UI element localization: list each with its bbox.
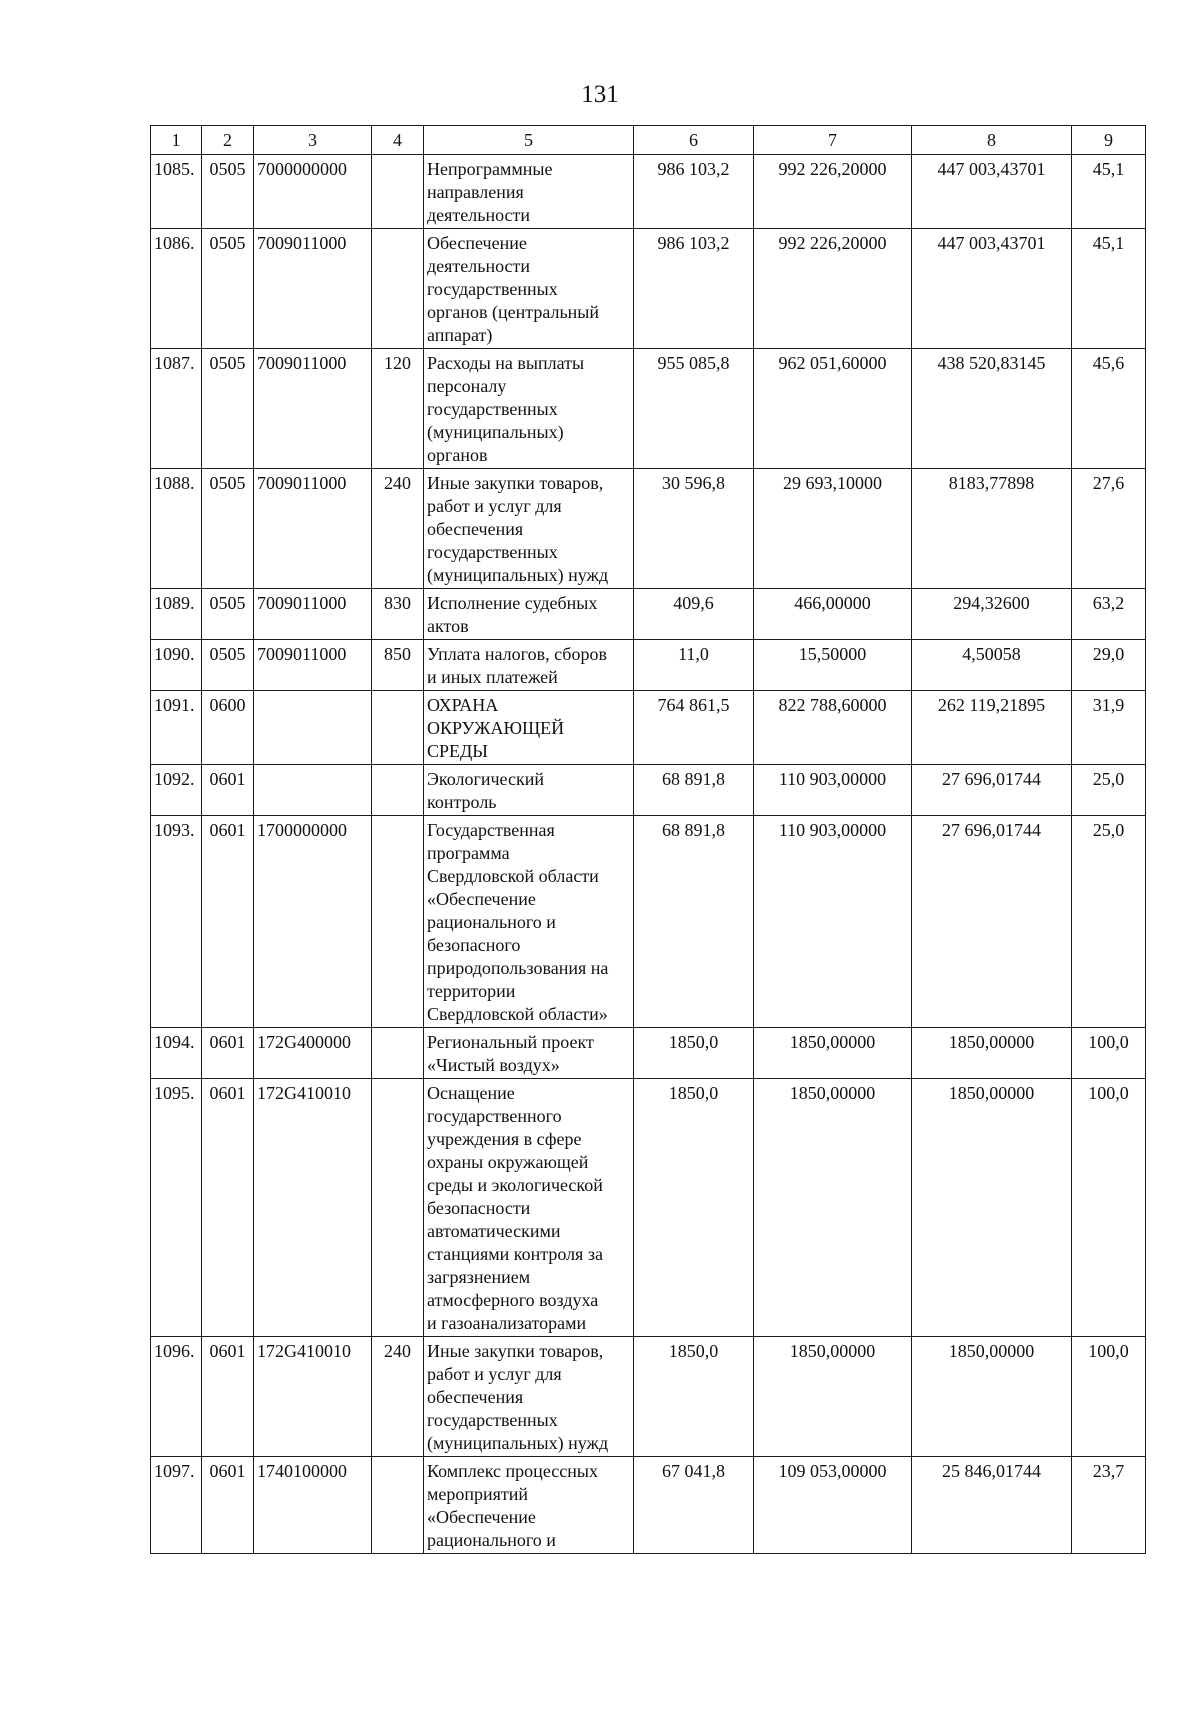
- table-row: [151, 349, 1146, 469]
- target-article-cell: 1700000000: [254, 816, 372, 1028]
- expense-type-cell: 850: [372, 640, 424, 691]
- row-number-cell: 1086.: [151, 229, 202, 349]
- target-article-cell: 7009011000: [254, 349, 372, 469]
- table-header: [151, 126, 1146, 155]
- value-col8-cell: 262 119,21895: [912, 691, 1072, 765]
- value-col6-cell: 986 103,2: [634, 155, 754, 229]
- header-row: [151, 126, 1146, 155]
- value-col7-cell: 962 051,60000: [754, 349, 912, 469]
- description-cell: Оснащение государственного учреждения в сфере охраны окружающей среды и экологической безопасности автоматическими станциями контроля за загрязнением атмосферного воздуха и газоанализаторами: [424, 1079, 634, 1337]
- expense-type-cell: [372, 155, 424, 229]
- section-code-cell: 0505: [202, 469, 254, 589]
- value-col7-cell: 822 788,60000: [754, 691, 912, 765]
- target-article-cell: 1740100000: [254, 1457, 372, 1554]
- section-code-cell: 0601: [202, 816, 254, 1028]
- table-row: [151, 640, 1146, 691]
- section-code-cell: 0601: [202, 1079, 254, 1337]
- expense-type-cell: [372, 816, 424, 1028]
- value-col6-cell: 68 891,8: [634, 765, 754, 816]
- value-col7-cell: 1850,00000: [754, 1079, 912, 1337]
- value-col6-cell: 68 891,8: [634, 816, 754, 1028]
- row-number-cell: 1095.: [151, 1079, 202, 1337]
- description-cell: Непрограммные направления деятельности: [424, 155, 634, 229]
- description-cell: Экологический контроль: [424, 765, 634, 816]
- budget-table: [150, 125, 1146, 1554]
- table-row: [151, 229, 1146, 349]
- value-col7-cell: 110 903,00000: [754, 765, 912, 816]
- percent-cell: 45,1: [1072, 155, 1146, 229]
- column-header-7: 7: [754, 126, 912, 155]
- expense-type-cell: [372, 765, 424, 816]
- value-col8-cell: 294,32600: [912, 589, 1072, 640]
- value-col7-cell: 466,00000: [754, 589, 912, 640]
- expense-type-cell: [372, 1079, 424, 1337]
- value-col7-cell: 15,50000: [754, 640, 912, 691]
- row-number-cell: 1096.: [151, 1337, 202, 1457]
- table-row: [151, 1337, 1146, 1457]
- table-row: [151, 1079, 1146, 1337]
- table-row: [151, 1028, 1146, 1079]
- value-col6-cell: 955 085,8: [634, 349, 754, 469]
- expense-type-cell: 240: [372, 1337, 424, 1457]
- value-col6-cell: 30 596,8: [634, 469, 754, 589]
- percent-cell: 27,6: [1072, 469, 1146, 589]
- expense-type-cell: [372, 1028, 424, 1079]
- value-col7-cell: 992 226,20000: [754, 155, 912, 229]
- value-col7-cell: 110 903,00000: [754, 816, 912, 1028]
- value-col6-cell: 1850,0: [634, 1337, 754, 1457]
- row-number-cell: 1092.: [151, 765, 202, 816]
- target-article-cell: 7000000000: [254, 155, 372, 229]
- row-number-cell: 1091.: [151, 691, 202, 765]
- table-body: [151, 155, 1146, 1554]
- column-header-1: 1: [151, 126, 202, 155]
- value-col6-cell: 764 861,5: [634, 691, 754, 765]
- expense-type-cell: 830: [372, 589, 424, 640]
- row-number-cell: 1087.: [151, 349, 202, 469]
- percent-cell: 63,2: [1072, 589, 1146, 640]
- value-col8-cell: 1850,00000: [912, 1079, 1072, 1337]
- target-article-cell: [254, 765, 372, 816]
- percent-cell: 23,7: [1072, 1457, 1146, 1554]
- section-code-cell: 0505: [202, 640, 254, 691]
- table-row: [151, 1457, 1146, 1554]
- row-number-cell: 1094.: [151, 1028, 202, 1079]
- value-col7-cell: 992 226,20000: [754, 229, 912, 349]
- percent-cell: 31,9: [1072, 691, 1146, 765]
- target-article-cell: 7009011000: [254, 589, 372, 640]
- value-col7-cell: 1850,00000: [754, 1337, 912, 1457]
- expense-type-cell: [372, 691, 424, 765]
- value-col8-cell: 4,50058: [912, 640, 1072, 691]
- value-col8-cell: 1850,00000: [912, 1028, 1072, 1079]
- expense-type-cell: [372, 1457, 424, 1554]
- description-cell: Комплекс процессных мероприятий «Обеспечение рационального и: [424, 1457, 634, 1554]
- row-number-cell: 1088.: [151, 469, 202, 589]
- percent-cell: 100,0: [1072, 1079, 1146, 1337]
- value-col7-cell: 29 693,10000: [754, 469, 912, 589]
- description-cell: Уплата налогов, сборов и иных платежей: [424, 640, 634, 691]
- description-cell: Государственная программа Свердловской области «Обеспечение рационального и безопасного природопользования на территории Свердловской области»: [424, 816, 634, 1028]
- percent-cell: 100,0: [1072, 1028, 1146, 1079]
- column-header-2: 2: [202, 126, 254, 155]
- section-code-cell: 0505: [202, 229, 254, 349]
- value-col6-cell: 1850,0: [634, 1028, 754, 1079]
- row-number-cell: 1085.: [151, 155, 202, 229]
- table-row: [151, 155, 1146, 229]
- section-code-cell: 0601: [202, 765, 254, 816]
- target-article-cell: 172G410010: [254, 1337, 372, 1457]
- description-cell: Исполнение судебных актов: [424, 589, 634, 640]
- section-code-cell: 0601: [202, 1028, 254, 1079]
- section-code-cell: 0505: [202, 155, 254, 229]
- section-code-cell: 0505: [202, 589, 254, 640]
- table-row: [151, 469, 1146, 589]
- table-row: [151, 816, 1146, 1028]
- target-article-cell: 7009011000: [254, 229, 372, 349]
- description-cell: Иные закупки товаров, работ и услуг для обеспечения государственных (муниципальных) нужд: [424, 469, 634, 589]
- description-cell: Иные закупки товаров, работ и услуг для обеспечения государственных (муниципальных) нужд: [424, 1337, 634, 1457]
- percent-cell: 29,0: [1072, 640, 1146, 691]
- section-code-cell: 0600: [202, 691, 254, 765]
- value-col6-cell: 1850,0: [634, 1079, 754, 1337]
- column-header-6: 6: [634, 126, 754, 155]
- table-row: [151, 691, 1146, 765]
- description-cell: ОХРАНА ОКРУЖАЮЩЕЙ СРЕДЫ: [424, 691, 634, 765]
- percent-cell: 45,1: [1072, 229, 1146, 349]
- expense-type-cell: 120: [372, 349, 424, 469]
- value-col6-cell: 11,0: [634, 640, 754, 691]
- expense-type-cell: 240: [372, 469, 424, 589]
- table-row: [151, 589, 1146, 640]
- value-col8-cell: 8183,77898: [912, 469, 1072, 589]
- target-article-cell: 172G400000: [254, 1028, 372, 1079]
- value-col8-cell: 27 696,01744: [912, 765, 1072, 816]
- target-article-cell: 7009011000: [254, 640, 372, 691]
- description-cell: Расходы на выплаты персоналу государственных (муниципальных) органов: [424, 349, 634, 469]
- column-header-5: 5: [424, 126, 634, 155]
- expense-type-cell: [372, 229, 424, 349]
- row-number-cell: 1093.: [151, 816, 202, 1028]
- value-col7-cell: 1850,00000: [754, 1028, 912, 1079]
- value-col7-cell: 109 053,00000: [754, 1457, 912, 1554]
- percent-cell: 25,0: [1072, 765, 1146, 816]
- target-article-cell: 7009011000: [254, 469, 372, 589]
- target-article-cell: [254, 691, 372, 765]
- description-cell: Обеспечение деятельности государственных органов (центральный аппарат): [424, 229, 634, 349]
- value-col6-cell: 409,6: [634, 589, 754, 640]
- table-row: [151, 765, 1146, 816]
- section-code-cell: 0505: [202, 349, 254, 469]
- value-col8-cell: 447 003,43701: [912, 155, 1072, 229]
- value-col8-cell: 25 846,01744: [912, 1457, 1072, 1554]
- description-cell: Региональный проект «Чистый воздух»: [424, 1028, 634, 1079]
- page-number: 131: [581, 81, 619, 108]
- value-col6-cell: 986 103,2: [634, 229, 754, 349]
- value-col8-cell: 1850,00000: [912, 1337, 1072, 1457]
- value-col8-cell: 27 696,01744: [912, 816, 1072, 1028]
- percent-cell: 45,6: [1072, 349, 1146, 469]
- percent-cell: 100,0: [1072, 1337, 1146, 1457]
- target-article-cell: 172G410010: [254, 1079, 372, 1337]
- column-header-8: 8: [912, 126, 1072, 155]
- value-col8-cell: 447 003,43701: [912, 229, 1072, 349]
- value-col8-cell: 438 520,83145: [912, 349, 1072, 469]
- percent-cell: 25,0: [1072, 816, 1146, 1028]
- column-header-4: 4: [372, 126, 424, 155]
- column-header-3: 3: [254, 126, 372, 155]
- row-number-cell: 1097.: [151, 1457, 202, 1554]
- row-number-cell: 1090.: [151, 640, 202, 691]
- row-number-cell: 1089.: [151, 589, 202, 640]
- section-code-cell: 0601: [202, 1457, 254, 1554]
- column-header-9: 9: [1072, 126, 1146, 155]
- value-col6-cell: 67 041,8: [634, 1457, 754, 1554]
- section-code-cell: 0601: [202, 1337, 254, 1457]
